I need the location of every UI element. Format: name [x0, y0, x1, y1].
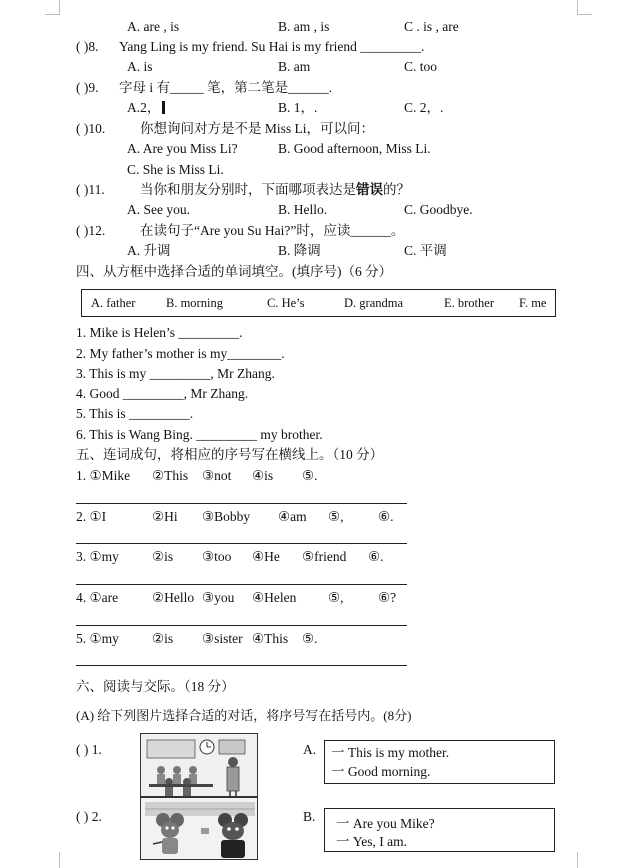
- reorder-token: ②is: [152, 631, 174, 646]
- q8-option-a: A. is: [127, 59, 153, 74]
- q12-option-b: B. 降调: [278, 243, 321, 258]
- dialog-b-label: B.: [303, 809, 316, 824]
- crop-mark-bottom-left-v: [59, 852, 60, 868]
- reorder-token: ⑤.: [302, 468, 318, 483]
- reorder-token: ②is: [152, 549, 174, 564]
- fill-item: 2. My father’s mother is my________.: [76, 346, 285, 361]
- q9-option-b: B. 1，.: [278, 100, 318, 115]
- dialog-line: 一 This is my mother.: [331, 745, 450, 760]
- section6-subtitle: (A) 给下列图片选择合适的对话，将序号写在括号内。(8分): [76, 708, 412, 723]
- reorder-token: 3. ①my: [76, 549, 119, 564]
- q11-number: ( )11.: [76, 182, 105, 197]
- reorder-token: 1. ①Mike: [76, 468, 131, 483]
- picture-question-2: ( ) 2.: [76, 809, 102, 824]
- reorder-token: ④He: [252, 549, 280, 564]
- q12-text: 在读句子“Are you Su Hai?”时，应读______。: [140, 223, 405, 238]
- q10-option-b: B. Good afternoon, Miss Li.: [278, 141, 431, 156]
- q9-vertical-stroke-icon: [162, 101, 165, 114]
- reorder-token: ⑤friend: [302, 549, 347, 564]
- q12-option-c: C. 平调: [404, 243, 447, 258]
- dialog-b-box: [324, 808, 555, 852]
- answer-line: [76, 665, 407, 666]
- q10-text: 你想询问对方是不是 Miss Li，可以问：: [140, 121, 375, 136]
- reorder-token: ⑥.: [378, 509, 394, 524]
- q7-option-c: C . is , are: [404, 19, 459, 34]
- q9-option-a: A.2，: [127, 100, 161, 115]
- reorder-token: ⑤,: [328, 509, 344, 524]
- fill-item: 4. Good _________, Mr Zhang.: [76, 386, 249, 401]
- q12-number: ( )12.: [76, 223, 106, 238]
- reorder-token: ③you: [202, 590, 235, 605]
- q10-number: ( )10.: [76, 121, 106, 136]
- crop-mark-top-right-v: [577, 0, 578, 14]
- q9-option-c: C. 2，.: [404, 100, 444, 115]
- section6-title: 六、阅读与交际。（18 分）: [76, 679, 235, 694]
- q7-option-b: B. am , is: [278, 19, 330, 34]
- reorder-token: ④am: [278, 509, 307, 524]
- dialog-a-box: [324, 740, 555, 784]
- reorder-token: ②Hello: [152, 590, 195, 605]
- crop-mark-top-right-h: [577, 14, 592, 15]
- reorder-token: ④Helen: [252, 590, 297, 605]
- fill-item: 6. This is Wang Bing. _________ my brother.: [76, 427, 323, 442]
- word-bank-item: D. grandma: [344, 296, 404, 310]
- q10-option-c: C. She is Miss Li.: [127, 162, 224, 177]
- classroom-picture: [140, 733, 258, 797]
- reorder-token: ④This: [252, 631, 289, 646]
- q8-option-c: C. too: [404, 59, 438, 74]
- reorder-token: ③Bobby: [202, 509, 251, 524]
- q11-text: 当你和朋友分别时，下面哪项表达是错误的？: [140, 182, 410, 197]
- crop-mark-bottom-right-v: [577, 852, 578, 868]
- reorder-token: ②This: [152, 468, 189, 483]
- reorder-token: 4. ①are: [76, 590, 119, 605]
- answer-line: [76, 543, 407, 544]
- q11-emphasis: 错误: [356, 182, 383, 197]
- q12-option-a: A. 升调: [127, 243, 171, 258]
- q8-option-b: B. am: [278, 59, 311, 74]
- q9-number: ( )9.: [76, 80, 99, 95]
- dialog-a-label: A.: [303, 742, 317, 757]
- section4-title: 四、从方框中选择合适的单词填空。(填序号)（6 分）: [76, 264, 393, 279]
- answer-line: [76, 503, 407, 504]
- word-bank-item: E. brother: [444, 296, 494, 310]
- q10-option-a: A. Are you Miss Li?: [127, 141, 238, 156]
- reorder-token: ③too: [202, 549, 232, 564]
- q7-option-a: A. are , is: [127, 19, 180, 34]
- mice-picture: [140, 797, 258, 860]
- fill-item: 1. Mike is Helen’s _________.: [76, 325, 243, 340]
- q11-option-c: C. Goodbye.: [404, 202, 473, 217]
- section5-title: 五、连词成句，将相应的序号写在横线上。（10 分）: [76, 447, 384, 462]
- fill-item: 3. This is my _________, Mr Zhang.: [76, 366, 275, 381]
- word-bank-item: C. He’s: [267, 296, 305, 310]
- dialog-line: 一 Yes, I am.: [336, 834, 408, 849]
- word-bank-item: B. morning: [166, 296, 223, 310]
- q8-number: ( )8.: [76, 39, 99, 54]
- crop-mark-top-left-h: [45, 14, 60, 15]
- reorder-token: ⑤.: [302, 631, 318, 646]
- q11-option-b: B. Hello.: [278, 202, 328, 217]
- word-bank-item: F. me: [519, 296, 547, 310]
- reorder-token: 5. ①my: [76, 631, 119, 646]
- reorder-token: ⑤,: [328, 590, 344, 605]
- q11-option-a: A. See you.: [127, 202, 190, 217]
- reorder-token: ②Hi: [152, 509, 178, 524]
- word-bank-box: [81, 289, 556, 317]
- picture-question-1: ( ) 1.: [76, 742, 102, 757]
- answer-line: [76, 625, 407, 626]
- q8-text: Yang Ling is my friend. Su Hai is my friend _________.: [119, 39, 425, 54]
- q9-text: 字母 i 有_____ 笔，第二笔是______.: [119, 80, 333, 95]
- crop-mark-top-left-v: [59, 0, 60, 14]
- reorder-token: ④is: [252, 468, 274, 483]
- fill-item: 5. This is _________.: [76, 406, 194, 421]
- dialog-line: 一 Are you Mike?: [336, 816, 435, 831]
- reorder-token: ⑥?: [378, 590, 397, 605]
- dialog-line: 一 Good morning.: [331, 764, 431, 779]
- answer-line: [76, 584, 407, 585]
- reorder-token: ⑥.: [368, 549, 384, 564]
- reorder-token: 2. ①I: [76, 509, 107, 524]
- reorder-token: ③sister: [202, 631, 243, 646]
- word-bank-item: A. father: [91, 296, 136, 310]
- reorder-token: ③not: [202, 468, 232, 483]
